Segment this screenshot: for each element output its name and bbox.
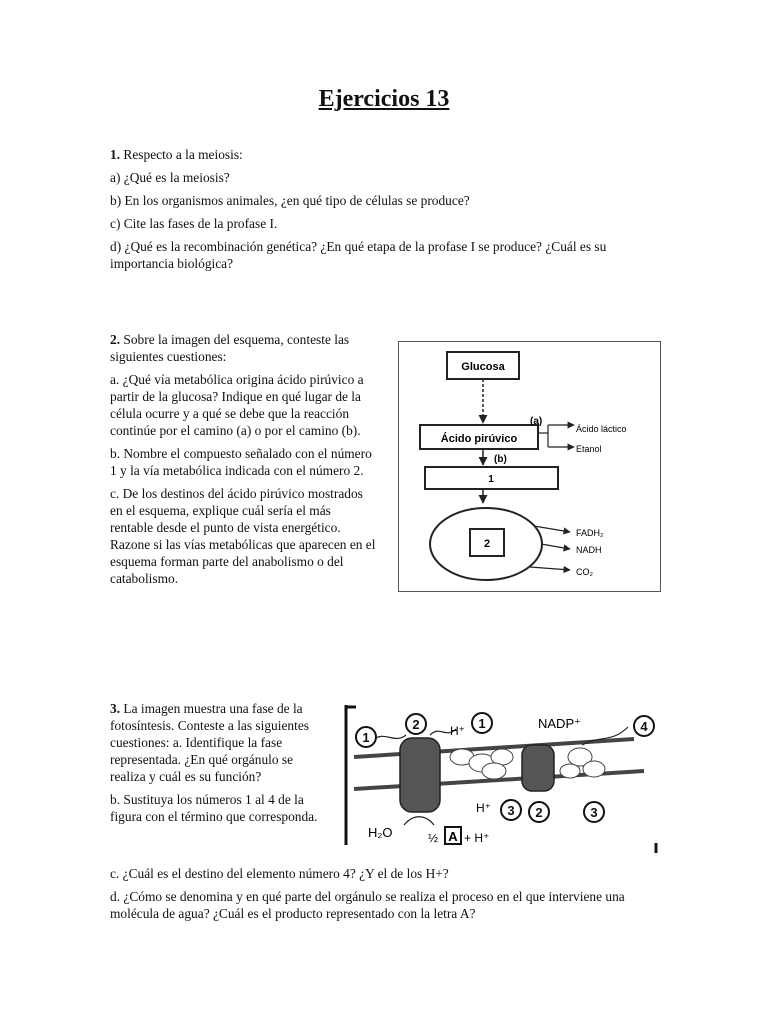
photosynthesis-diagram [344, 705, 658, 853]
hplus-bottom-label: H⁺ [476, 801, 491, 815]
page-title: Ejercicios 13 [318, 86, 450, 112]
hplus-top-label: H⁺ [450, 724, 465, 738]
question-2-c: c. De los destinos del ácido pirúvico mostrados en el esquema, explique cuál sería el más rentable desde el punto de vista energético. Razone si las vías metabólicas que aparecen en el esquema forman parte del anabolismo o del catabolismo. [110, 486, 376, 586]
question-intro: Respecto a la meiosis: [123, 147, 243, 162]
question-intro: La imagen muestra una fase de la fotosíntesis. Conteste a las siguientes cuestiones: a. Identifique la fase representada. ¿En qué orgánulo se realiza y cuál es su función? [110, 701, 309, 784]
photosystem-i [522, 745, 554, 791]
question-number: 3. [110, 701, 121, 716]
lactico-label: Ácido láctico [576, 424, 627, 434]
marker-3a-label: 3 [507, 803, 515, 818]
nadh-label: NADH [576, 545, 602, 555]
question-3 [110, 700, 324, 825]
marker-2a-label: 2 [412, 717, 420, 732]
co2-label: CO₂ [576, 567, 593, 577]
piruvico-label: Ácido pirúvico [440, 433, 518, 445]
marker-3b-label: 3 [590, 805, 598, 820]
product-a-label: A [448, 829, 458, 844]
marker-2b-label: 2 [535, 805, 543, 820]
question-1-d: d) ¿Qué es la recombinación genética? ¿En qué etapa de la profase I se produce? ¿Cuál es su importancia biológica? [110, 239, 607, 271]
question-1-a: a) ¿Qué es la meiosis? [110, 170, 230, 185]
compound-1-label: 1 [488, 474, 494, 485]
question-1-c: c) Cite las fases de la profase I. [110, 216, 278, 231]
question-3-d: d. ¿Cómo se denomina y en qué parte del orgánulo se realiza el proceso en el que interviene una molécula de agua? ¿Cuál es el producto representado con la letra A? [110, 889, 625, 921]
question-intro: Sobre la imagen del esquema, conteste las siguientes cuestiones: [110, 332, 350, 364]
light-arrow-1 [372, 735, 406, 741]
water-label: H₂O [368, 825, 393, 840]
metabolism-diagram [398, 341, 661, 592]
question-2-a: a. ¿Qué vía metabólica origina ácido pirúvico a partir de la glucosa? Indique en qué lugar de la célula ocurre y a qué se debe que la reacción continúe por el camino (a) o por el camino (b). [110, 372, 364, 438]
question-3-b: b. Sustituya los números 1 al 4 de la figura con el término que corresponda. [110, 792, 318, 824]
question-number: 2. [110, 332, 121, 347]
question-1-b: b) En los organismos animales, ¿en qué tipo de células se produce? [110, 193, 470, 208]
nadp-label: NADP⁺ [538, 716, 581, 731]
question-3-c: c. ¿Cuál es el destino del elemento número 4? ¿Y el de los H+? [110, 866, 449, 881]
question-3-tail [110, 865, 670, 922]
question-1 [110, 146, 670, 272]
question-number: 1. [110, 147, 121, 162]
pathway-2-label: 2 [483, 538, 491, 550]
marker-1a-label: 1 [362, 730, 370, 745]
water-arrow [404, 817, 434, 825]
marker-1b-label: 1 [478, 716, 486, 731]
half-label: ½ [428, 831, 439, 845]
hplus-product-label: + H⁺ [464, 831, 490, 845]
question-2 [110, 331, 376, 587]
path-a-label: (a) [530, 416, 543, 427]
marker-4-label: 4 [640, 719, 648, 734]
fadh2-label: FADH₂ [576, 528, 604, 538]
glucosa-label: Glucosa [461, 361, 505, 373]
question-2-b: b. Nombre el compuesto señalado con el número 1 y la vía metabólica indicada con el número 2. [110, 446, 372, 478]
etanol-label: Etanol [576, 444, 602, 454]
path-b-label: (b) [494, 454, 507, 465]
photosystem-ii [400, 738, 440, 812]
